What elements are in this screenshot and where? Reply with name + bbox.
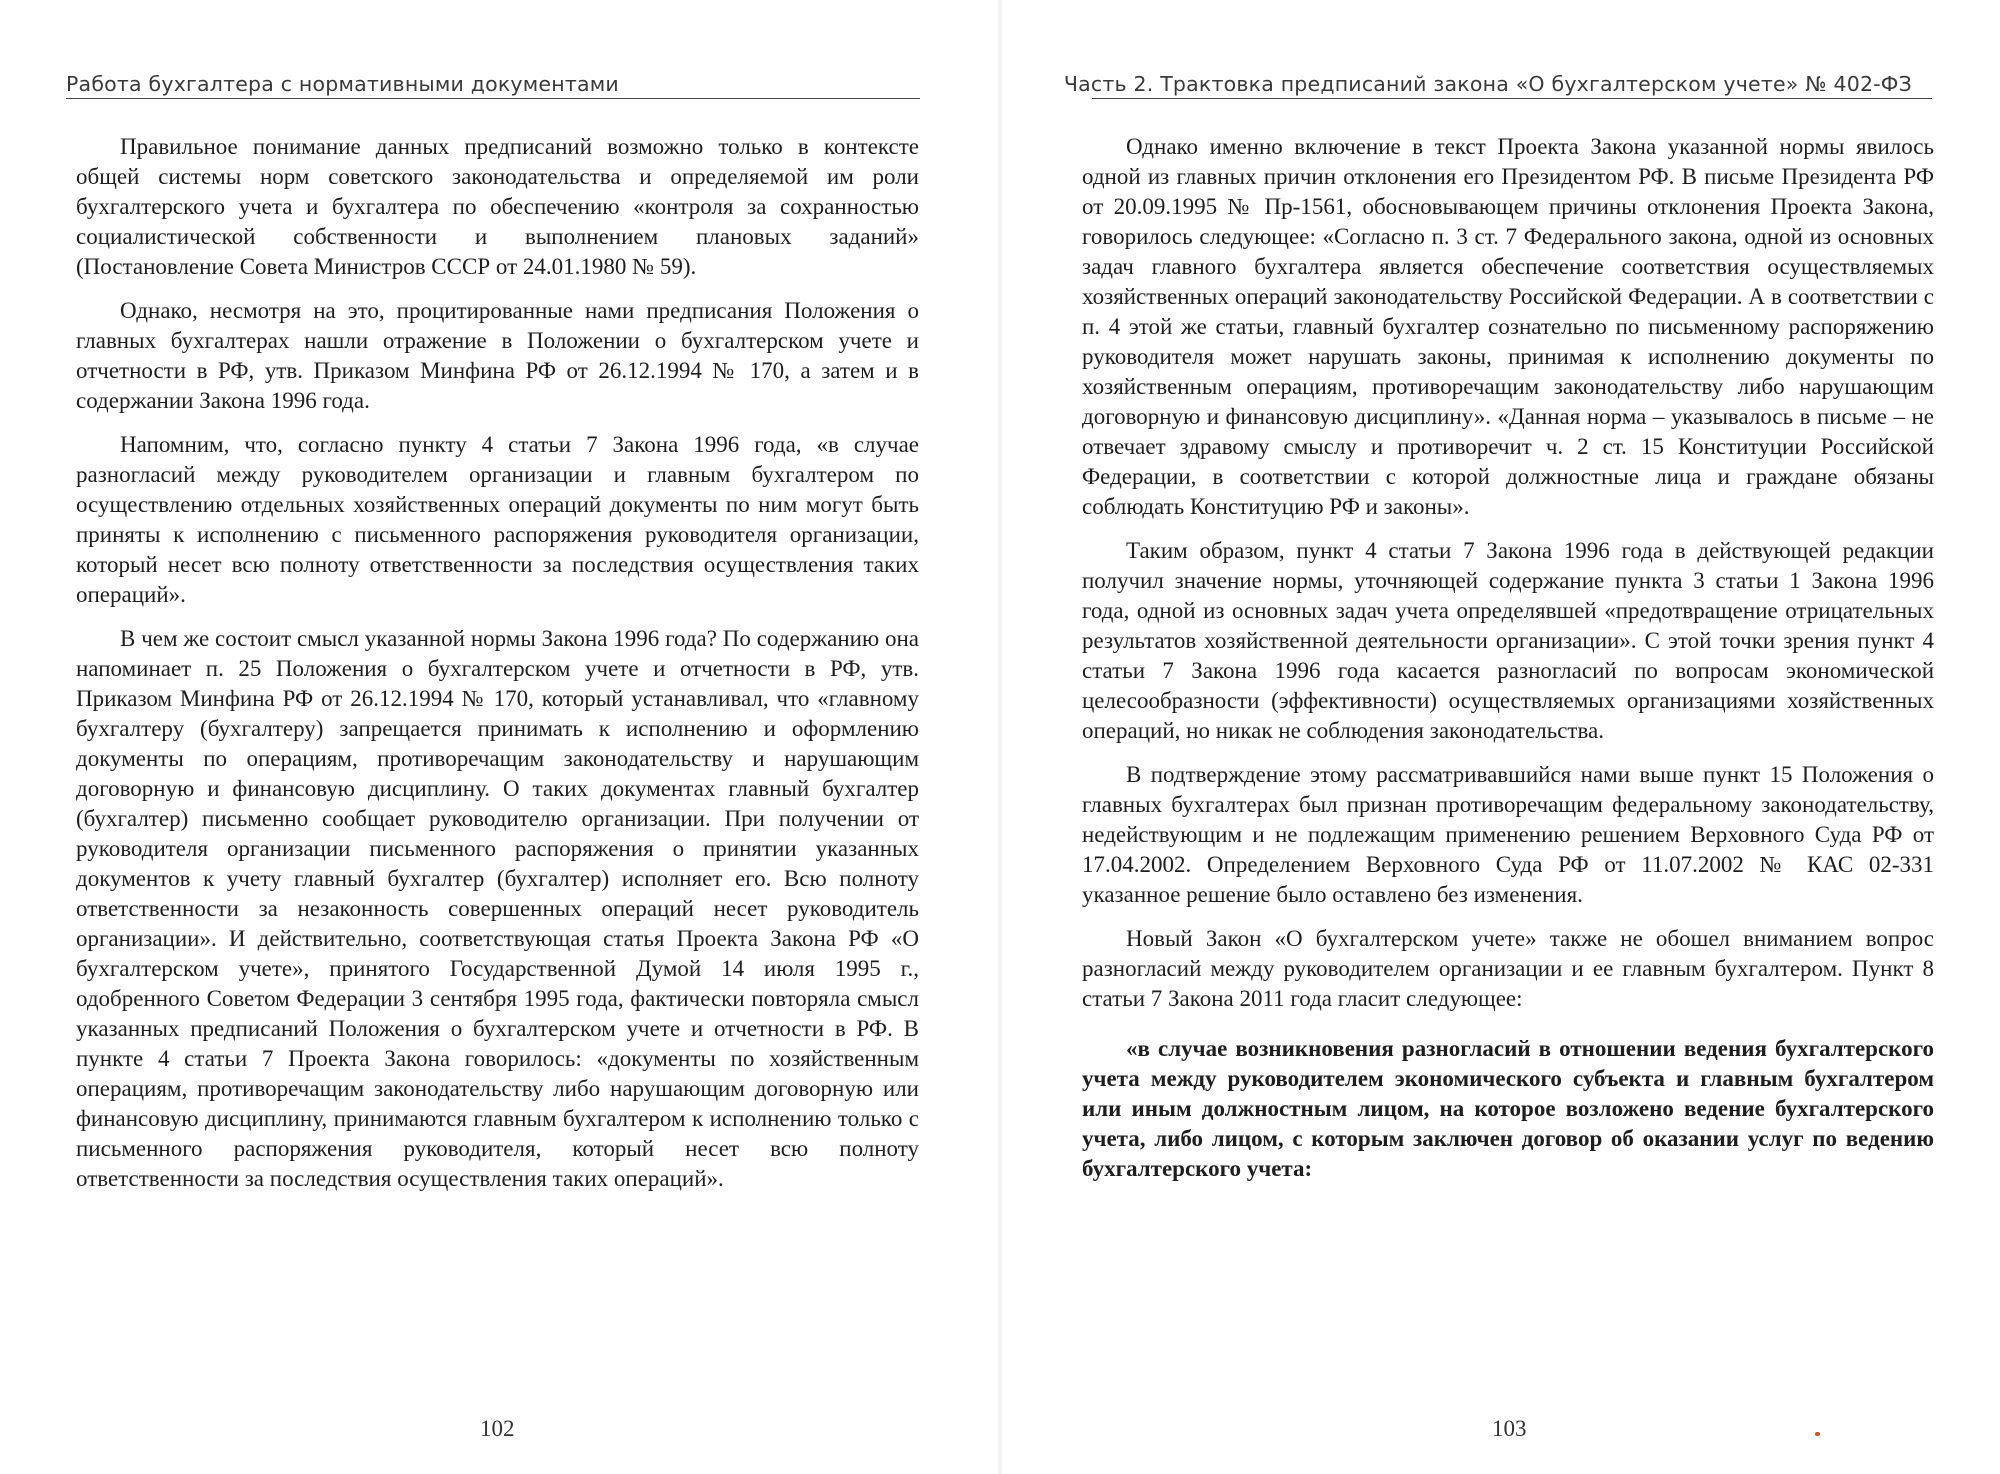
- page-number-left: 102: [480, 1416, 515, 1441]
- paragraph: Однако, несмотря на это, процитированные нами предписания Положения о главных бухгалтерах нашли отражение в Положении о бухгалтерском учете и отчетности в РФ, утв. Приказом Минфина РФ от 26.12.1994 № 170, а затем и в содержании Закона 1996 года.: [76, 298, 919, 413]
- page-number-right: 103: [1492, 1416, 1527, 1441]
- paragraph: В подтверждение этому рассматривавшийся нами выше пункт 15 Положения о главных бухгалтерах был признан противоречащим федеральному законодательству, недействующим и не подлежащим применению решением Верховного Суда РФ от 17.04.2002. Определением Верховного Суда РФ от 11.07.2002 № КАС 02-331 указанное решение было оставлено без изменения.: [1082, 762, 1934, 907]
- print-speck: [1815, 1432, 1820, 1436]
- paragraph: Новый Закон «О бухгалтерском учете» также не обошел вниманием вопрос разногласий между руководителем организации и ее главным бухгалтером. Пункт 8 статьи 7 Закона 2011 года гласит следующее:: [1082, 926, 1934, 1011]
- bold-quote: «в случае возникновения разногласий в отношении ведения бухгалтерского учета между руководителем экономического субъекта и главным бухгалтером или иным должностным лицом, на которое возложено ведение бухгалтерского учета, либо лицом, с которым заключен договор об оказании услуг по ведению бухгалтерского учета:: [1082, 1036, 1934, 1181]
- running-head-right: Часть 2. Трактовка предписаний закона «О бухгалтерском учете» № 402-ФЗ: [1063, 72, 1912, 96]
- right-page: [1000, 0, 2000, 1474]
- paragraph: Таким образом, пункт 4 статьи 7 Закона 1996 года в действующей редакции получил значение нормы, уточняющей содержание пункта 3 статьи 1 Закона 1996 года, одной из основных задач учета определявшей «предотвращение отрицательных результатов хозяйственной деятельности организации». С этой точки зрения пункт 4 статьи 7 Закона 1996 года касается разногласий по вопросам экономической целесообразности (эффективности) осуществляемых организациями хозяйственных операций, но никак не соблюдения законодательства.: [1082, 538, 1934, 743]
- left-page-body: [76, 132, 919, 1208]
- header-rule-right: [1092, 98, 1932, 99]
- paragraph: Правильное понимание данных предписаний возможно только в контексте общей системы норм советского законодательства и определяемой им роли бухгалтерского учета и бухгалтера по обеспечению «контроля за сохранностью социалистической собственности и выполнением плановых заданий» (Постановление Совета Министров СССР от 24.01.1980 № 59).: [76, 134, 919, 279]
- paragraph: Напомним, что, согласно пункту 4 статьи 7 Закона 1996 года, «в случае разногласий между руководителем организации и главным бухгалтером по осуществлению отдельных хозяйственных операций документы по ним могут быть приняты к исполнению с письменного распоряжения руководителя организации, который несет всю полноту ответственности за последствия осуществления таких операций».: [76, 432, 919, 607]
- paragraph: Однако именно включение в текст Проекта Закона указанной нормы явилось одной из главных причин отклонения его Президентом РФ. В письме Президента РФ от 20.09.1995 № Пр-1561, обосновывающем причины отклонения Проекта Закона, говорилось следующее: «Согласно п. 3 ст. 7 Федерального закона, одной из основных задач главного бухгалтера является обеспечение соответствия осуществляемых хозяйственных операций законодательству Российской Федерации. А в соответствии с п. 4 этой же статьи, главный бухгалтер сознательно по письменному распоряжению руководителя может нарушать законы, принимая к исполнению документы по хозяйственным операциям, противоречащим законодательству либо нарушающим договорную и финансовую дисциплину». «Данная норма – указывалось в письме – не отвечает здравому смыслу и противоречит ч. 2 ст. 15 Конституции Российской Федерации, в соответствии с которой должностные лица и граждане обязаны соблюдать Конституцию РФ и законы».: [1082, 134, 1934, 519]
- paragraph: В чем же состоит смысл указанной нормы Закона 1996 года? По содержанию она напоминает п. 25 Положения о бухгалтерском учете и отчетности в РФ, утв. Приказом Минфина РФ от 26.12.1994 № 170, который устанавливал, что «главному бухгалтеру (бухгалтеру) запрещается принимать к исполнению и оформлению документы по операциям, противоречащим законодательству и нарушающим договорную и финансовую дисциплину. О таких документах главный бухгалтер (бухгалтер) письменно сообщает руководителю организации. При получении от руководителя организации письменного распоряжения о принятии указанных документов к учету главный бухгалтер (бухгалтер) исполняет его. Всю полноту ответственности за незаконность совершенных операций несет руководитель организации». И действительно, соответствующая статья Проекта Закона РФ «О бухгалтерском учете», принятого Государственной Думой 14 июля 1995 г., одобренного Советом Федерации 3 сентября 1995 года, фактически повторяла смысл указанных предписаний Положения о бухгалтерском учете и отчетности в РФ. В пункте 4 статьи 7 Проекта Закона говорилось: «документы по хозяйственным операциям, противоречащим законодательству либо нарушающим договорную или финансовую дисциплину, принимаются главным бухгалтером к исполнению только с письменного распоряжения руководителя, который несет всю полноту ответственности за последствия осуществления таких операций».: [76, 626, 919, 1191]
- header-rule-left: [66, 98, 920, 99]
- right-page-body: [1082, 132, 1934, 1198]
- running-head-left: Работа бухгалтера с нормативными документами: [66, 72, 619, 96]
